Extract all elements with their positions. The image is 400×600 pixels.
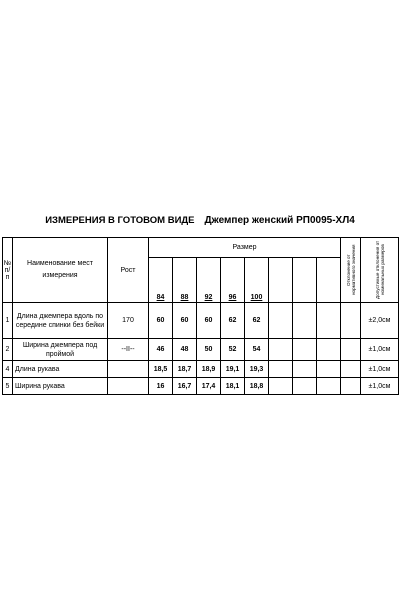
table-row bbox=[3, 378, 399, 395]
col-name-header: Наименование мест измерения bbox=[13, 238, 108, 303]
row-value: 18,7 bbox=[173, 361, 197, 378]
table-row bbox=[3, 303, 399, 339]
table-row bbox=[3, 339, 399, 361]
col-razmer-header: Размер bbox=[149, 238, 341, 258]
col-rost-header: Рост bbox=[108, 238, 149, 303]
row-value: 16,7 bbox=[173, 378, 197, 395]
size-label: 100 bbox=[245, 258, 269, 303]
row-rost bbox=[108, 361, 149, 378]
row-value: 60 bbox=[173, 303, 197, 339]
row-tolerance: ±1,0см bbox=[361, 339, 399, 361]
row-number: 2 bbox=[3, 339, 13, 361]
empty-size-cell bbox=[293, 258, 317, 303]
row-number: 4 bbox=[3, 361, 13, 378]
col-tolerance-header: Допустимые отклонения от номинальных размеров bbox=[361, 238, 399, 303]
measurement-table bbox=[2, 237, 399, 395]
empty-size-cell bbox=[317, 258, 341, 303]
header-row bbox=[3, 238, 399, 258]
document-title bbox=[0, 215, 400, 226]
row-name: Ширина джемпера под проймой bbox=[13, 339, 108, 361]
row-value: 17,4 bbox=[197, 378, 221, 395]
row-value: 18,9 bbox=[197, 361, 221, 378]
title-measurements: ИЗМЕРЕНИЯ В ГОТОВОМ ВИДЕ bbox=[45, 215, 195, 226]
row-value: 62 bbox=[221, 303, 245, 339]
row-value: 52 bbox=[221, 339, 245, 361]
row-rost bbox=[108, 378, 149, 395]
col-deviation-header: Отклонение от нормативного значения bbox=[341, 238, 361, 303]
row-tolerance: ±1,0см bbox=[361, 361, 399, 378]
row-value: 18,8 bbox=[245, 378, 269, 395]
row-value: 46 bbox=[149, 339, 173, 361]
row-rost: 170 bbox=[108, 303, 149, 339]
row-rost: --II-- bbox=[108, 339, 149, 361]
row-name: Длина джемпера вдоль по середине спинки без бейки bbox=[13, 303, 108, 339]
row-value: 18,5 bbox=[149, 361, 173, 378]
row-value: 19,1 bbox=[221, 361, 245, 378]
row-value: 19,3 bbox=[245, 361, 269, 378]
row-name: Длина рукава bbox=[13, 361, 108, 378]
title-product: Джемпер женский РП0095-ХЛ4 bbox=[204, 215, 355, 226]
row-value: 16 bbox=[149, 378, 173, 395]
row-number: 5 bbox=[3, 378, 13, 395]
size-label: 96 bbox=[221, 258, 245, 303]
col-number-header: № п/п bbox=[3, 238, 13, 303]
size-label: 88 bbox=[173, 258, 197, 303]
row-value: 62 bbox=[245, 303, 269, 339]
size-label: 84 bbox=[149, 258, 173, 303]
row-tolerance: ±2,0см bbox=[361, 303, 399, 339]
row-value: 60 bbox=[149, 303, 173, 339]
row-value: 60 bbox=[197, 303, 221, 339]
row-tolerance: ±1,0см bbox=[361, 378, 399, 395]
empty-size-cell bbox=[269, 258, 293, 303]
row-value: 54 bbox=[245, 339, 269, 361]
row-number: 1 bbox=[3, 303, 13, 339]
row-value: 48 bbox=[173, 339, 197, 361]
size-label: 92 bbox=[197, 258, 221, 303]
row-value: 50 bbox=[197, 339, 221, 361]
row-value: 18,1 bbox=[221, 378, 245, 395]
table-row bbox=[3, 361, 399, 378]
row-name: Ширина рукава bbox=[13, 378, 108, 395]
